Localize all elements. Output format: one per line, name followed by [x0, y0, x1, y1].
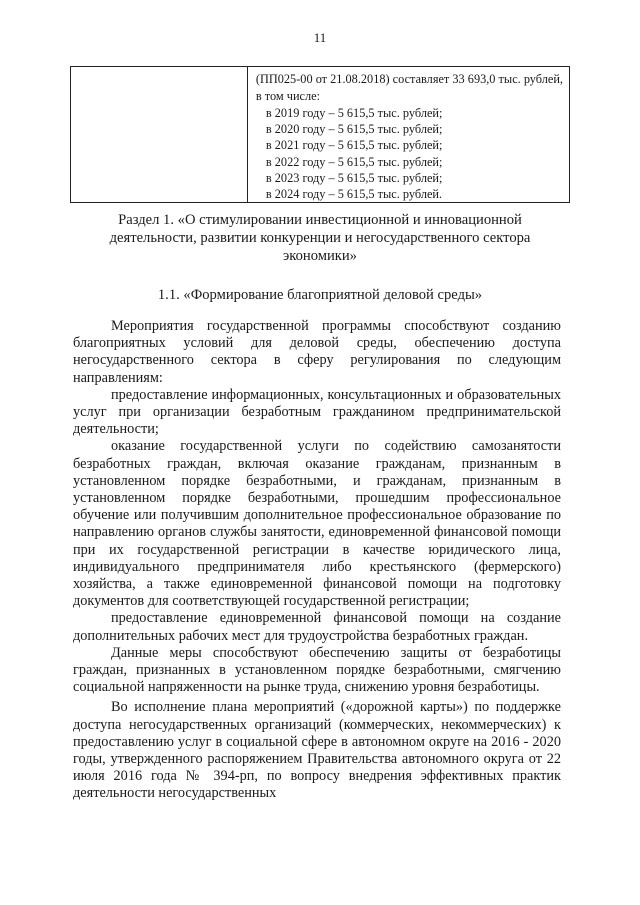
paragraph: Во исполнение плана мероприятий («дорожной карты») по поддержке доступа негосударственных организаций (коммерческих, некоммерческих) к предоставлению услуг в социальной сфере в автономном округе на 2016 - 2020 годы, утвержденного распоряжением Правительства автономного округа от 22 июля 2016 года № 394-рп, по вопросу внедрения эффективных практик деятельности негосударственных	[73, 699, 561, 802]
list-item: в 2020 году – 5 615,5 тыс. рублей;	[265, 122, 443, 137]
paragraph: Данные меры способствуют обеспечению защиты от безработицы граждан, признанных в установленном порядке безработными, смягчению социальной напряженности на рынке труда, снижению уровня безработицы.	[73, 644, 561, 696]
paragraph: Мероприятия государственной программы способствуют созданию благоприятных условий для деловой среды, обеспечению доступа негосударственного сектора в сферу регулирования по следующим направлениям:	[73, 318, 561, 386]
list-item: в 2019 году – 5 615,5 тыс. рублей;	[265, 106, 443, 120]
paragraph: предоставление единовременной финансовой помощи на создание дополнительных рабочих мест для трудоустройства безработных граждан.	[73, 610, 561, 644]
table-cell-empty	[71, 67, 248, 203]
list-item: в 2023 году – 5 615,5 тыс. рублей;	[265, 170, 443, 185]
table-cell-funding	[247, 67, 569, 203]
funding-year-list	[256, 105, 563, 202]
subsection-title: 1.1. «Формирование благоприятной деловой среды»	[157, 287, 483, 303]
table-row	[71, 67, 570, 203]
paragraph: оказание государственной услуги по содействию самозанятости безработных граждан, включая оказание гражданам, признанным в установленном порядке безработными, и гражданам, признанным в установленном порядке безработными, прошедшим профессиональное обучение или получившим дополнительное профессиональное образование по направлению органов службы занятости, единовременной финансовой помощи при их государственной регистрации в качестве юридического лица, индивидуального предпринимателя либо крестьянского (фермерского) хозяйства, а также единовременной финансовой помощи на подготовку документов для соответствующей государственной регистрации;	[73, 438, 561, 610]
funding-table	[70, 66, 570, 203]
list-item: в 2024 году – 5 615,5 тыс. рублей.	[265, 187, 443, 202]
page-number: 11	[313, 30, 327, 45]
list-item: в 2022 году – 5 615,5 тыс. рублей;	[265, 154, 443, 169]
funding-intro: (ПП025-00 от 21.08.2018) составляет 33 693,0 тыс. рублей, в том числе:	[255, 72, 563, 103]
paragraph: предоставление информационных, консультационных и образовательных услуг при организации безработным гражданином предпринимательской деятельности;	[73, 386, 561, 438]
list-item: в 2021 году – 5 615,5 тыс. рублей;	[265, 138, 443, 153]
body-text	[73, 318, 561, 803]
section-title: Раздел 1. «О стимулировании инвестиционной и инновационной деятельности, развитии конкуренции и негосударственного сектора экономики»	[109, 212, 531, 264]
